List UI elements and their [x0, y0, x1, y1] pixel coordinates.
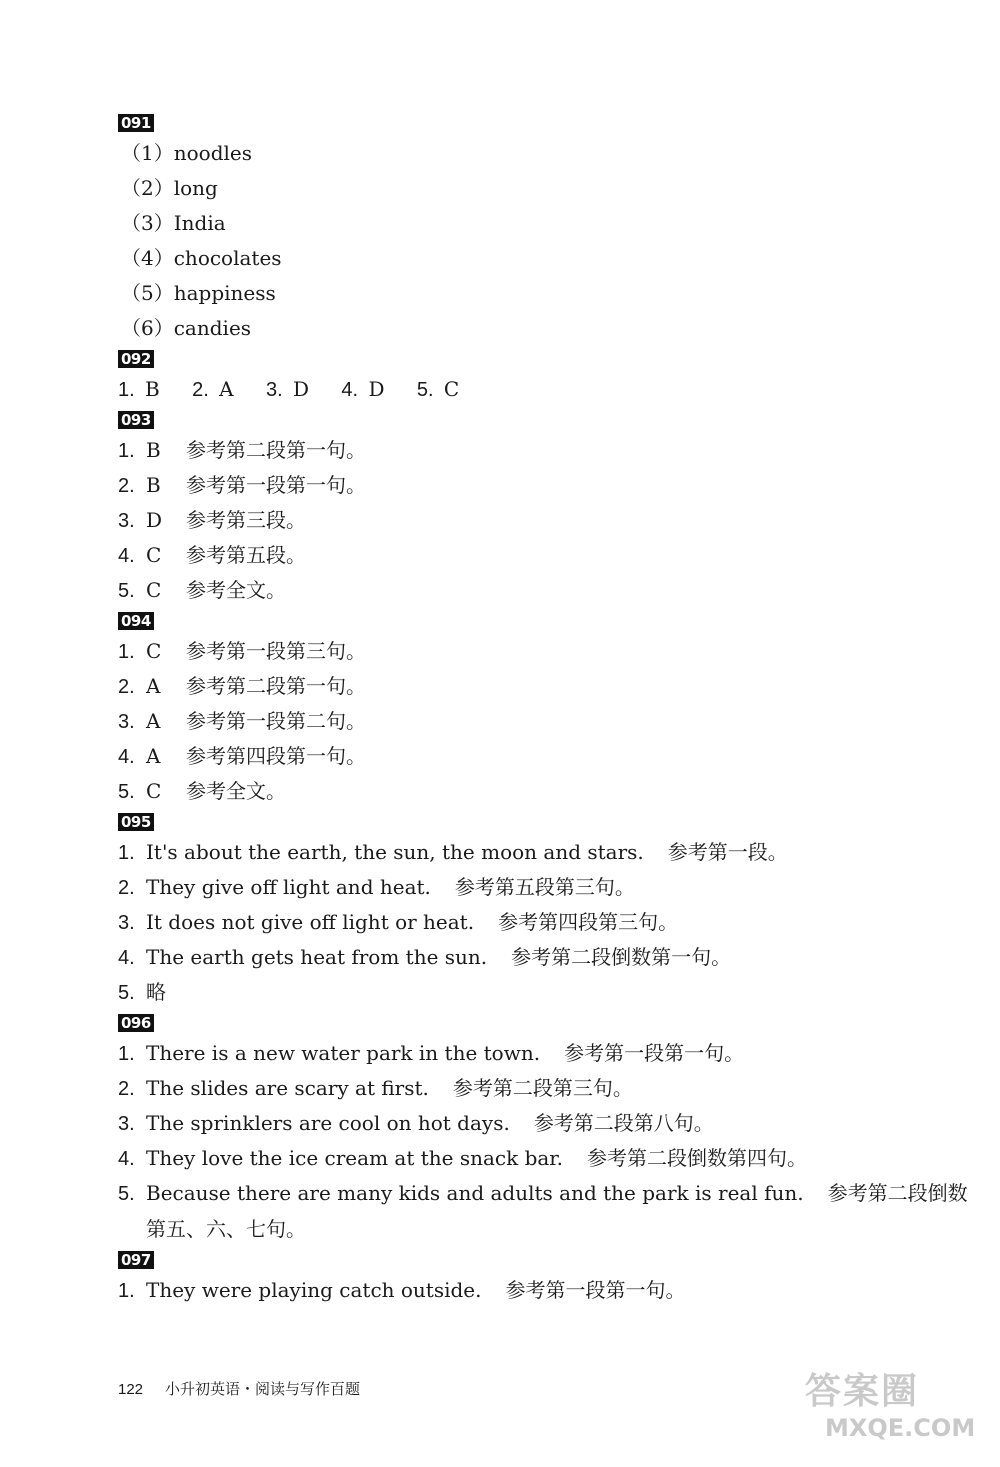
item-answer: C [146, 578, 162, 602]
choice-row [118, 372, 948, 407]
item-text: happiness [173, 281, 276, 305]
list-item [118, 573, 948, 608]
item-answer: B [146, 473, 161, 497]
section-tag: 092 [118, 350, 154, 368]
section-tag: 091 [118, 114, 154, 132]
list-item [118, 774, 948, 809]
item-text: long [173, 176, 218, 200]
item-number: （3） [121, 211, 174, 235]
item-reference-continued: 第五、六、七句。 [146, 1217, 306, 1241]
item-number: 4. [118, 545, 135, 567]
list-item [118, 975, 948, 1010]
list-item [118, 276, 948, 311]
item-reference: 参考第五段第三句。 [454, 875, 635, 899]
item-reference: 参考第二段倒数第四句。 [587, 1146, 808, 1170]
watermark-logo [805, 1370, 985, 1450]
book-title: 小升初英语・阅读与写作百题 [165, 1380, 361, 1398]
item-number: 1. [118, 1280, 135, 1302]
item-number: 3. [118, 1113, 135, 1135]
item-number: 1. [118, 1043, 135, 1065]
item-number: 5. [118, 1183, 135, 1205]
item-number: 2. [118, 676, 135, 698]
section-092 [118, 346, 948, 407]
list-item [118, 538, 948, 573]
item-number: 4. [118, 746, 135, 768]
list-item [118, 1141, 948, 1176]
section-094 [118, 608, 948, 809]
item-answer: C [146, 639, 162, 663]
item-number: 3. [118, 711, 135, 733]
list-item [118, 669, 948, 704]
section-tag: 095 [118, 813, 154, 831]
section-tag: 093 [118, 411, 154, 429]
list-item [118, 1106, 948, 1141]
item-number: 4. [118, 947, 135, 969]
list-item [118, 136, 948, 171]
section-tag: 096 [118, 1014, 154, 1032]
answer-content [118, 110, 968, 1308]
choice-item [192, 377, 234, 401]
item-text: noodles [173, 141, 252, 165]
item-text: They were playing catch outside. [146, 1278, 482, 1302]
item-reference: 参考第四段第三句。 [498, 910, 679, 934]
choice-item [118, 377, 160, 401]
item-number: 3. [118, 912, 135, 934]
item-number: 4. [118, 1148, 135, 1170]
item-number: 2. [192, 379, 209, 401]
item-reference: 参考第一段。 [667, 840, 788, 864]
item-reference: 参考第一段第一句。 [505, 1278, 686, 1302]
item-text: candies [173, 316, 252, 340]
item-reference: 参考第四段第一句。 [186, 744, 366, 768]
item-reference: 参考第一段第一句。 [564, 1041, 745, 1065]
item-reference: 参考第二段倒数第一句。 [511, 945, 732, 969]
list-item [118, 241, 948, 276]
page-footer [118, 1379, 360, 1400]
item-answer: A [219, 377, 234, 401]
item-number: 1. [118, 440, 135, 462]
watermark-logo-text: 答案圈 [805, 1371, 920, 1412]
list-item [118, 739, 948, 774]
list-item [118, 206, 948, 241]
item-text: Because there are many kids and adults and the park is real fun. [146, 1181, 804, 1205]
item-first-line [118, 1176, 968, 1212]
item-reference: 参考全文。 [186, 578, 286, 602]
list-item [118, 835, 948, 870]
item-answer: B [146, 438, 161, 462]
item-number: （5） [121, 281, 174, 305]
item-number: 2. [118, 877, 135, 899]
item-number: 1. [118, 641, 135, 663]
item-text: They love the ice cream at the snack bar. [146, 1146, 564, 1170]
item-answer: D [293, 377, 310, 401]
item-number: 1. [118, 379, 135, 401]
list-item [118, 870, 948, 905]
choice-item [266, 377, 309, 401]
item-answer: B [145, 377, 160, 401]
item-reference: 参考第三段。 [186, 508, 306, 532]
item-reference: 参考第一段第二句。 [186, 709, 366, 733]
item-reference: 参考第五段。 [186, 543, 306, 567]
section-tag: 097 [118, 1251, 154, 1269]
item-answer: C [443, 377, 460, 401]
page-number: 122 [118, 1381, 144, 1398]
item-answer: A [146, 744, 161, 768]
item-text: chocolates [173, 246, 282, 270]
choice-item [417, 377, 459, 401]
item-reference: 参考第二段第一句。 [186, 674, 366, 698]
section-tag: 094 [118, 612, 154, 630]
item-reference: 参考第一段第一句。 [186, 473, 366, 497]
list-item [118, 1273, 948, 1308]
list-item [118, 311, 948, 346]
section-091 [118, 110, 948, 346]
list-item [118, 940, 948, 975]
item-answer: D [368, 377, 385, 401]
list-item [118, 1036, 948, 1071]
item-number: （6） [121, 316, 174, 340]
item-number: 1. [118, 842, 135, 864]
item-number: 2. [118, 475, 135, 497]
list-item [118, 634, 948, 669]
item-number: （1） [121, 141, 174, 165]
item-text: The earth gets heat from the sun. [146, 945, 488, 969]
item-reference: 参考第二段第一句。 [186, 438, 366, 462]
section-095 [118, 809, 948, 1010]
choice-item [341, 377, 384, 401]
item-reference: 参考全文。 [186, 779, 286, 803]
item-number: （4） [121, 246, 174, 270]
item-reference: 参考第二段第八句。 [533, 1111, 714, 1135]
list-item [118, 1071, 948, 1106]
item-text: They give off light and heat. [146, 875, 431, 899]
item-reference: 参考第一段第三句。 [186, 639, 366, 663]
item-answer: D [146, 508, 163, 532]
item-reference: 参考第二段倒数 [827, 1181, 968, 1205]
item-text: It does not give off light or heat. [146, 910, 475, 934]
list-item [118, 468, 948, 503]
item-number: 5. [118, 781, 135, 803]
item-number: 5. [118, 982, 135, 1004]
item-answer: C [146, 543, 162, 567]
list-item [118, 433, 948, 468]
item-number: 3. [118, 510, 135, 532]
watermark-url: MXQE.COM [825, 1414, 976, 1442]
item-text: The slides are scary at first. [146, 1076, 429, 1100]
item-number: 5. [118, 580, 135, 602]
section-097 [118, 1247, 948, 1308]
item-number: （2） [121, 176, 174, 200]
item-number: 3. [265, 379, 283, 401]
list-item [118, 171, 948, 206]
item-number: 4. [341, 379, 359, 401]
item-text: It's about the earth, the sun, the moon and stars. [146, 840, 644, 864]
list-item [118, 1176, 968, 1247]
item-number: 2. [118, 1078, 135, 1100]
item-answer: C [146, 779, 162, 803]
item-answer: A [146, 674, 161, 698]
item-text: 略 [146, 980, 166, 1004]
list-item [118, 503, 948, 538]
item-text: The sprinklers are cool on hot days. [146, 1111, 510, 1135]
list-item [118, 704, 948, 739]
item-reference: 参考第二段第三句。 [452, 1076, 633, 1100]
section-093 [118, 407, 948, 608]
list-item [118, 905, 948, 940]
item-text: There is a new water park in the town. [146, 1041, 541, 1065]
item-text: India [173, 211, 226, 235]
section-096 [118, 1010, 968, 1247]
item-answer: A [146, 709, 161, 733]
item-number: 5. [416, 379, 434, 401]
